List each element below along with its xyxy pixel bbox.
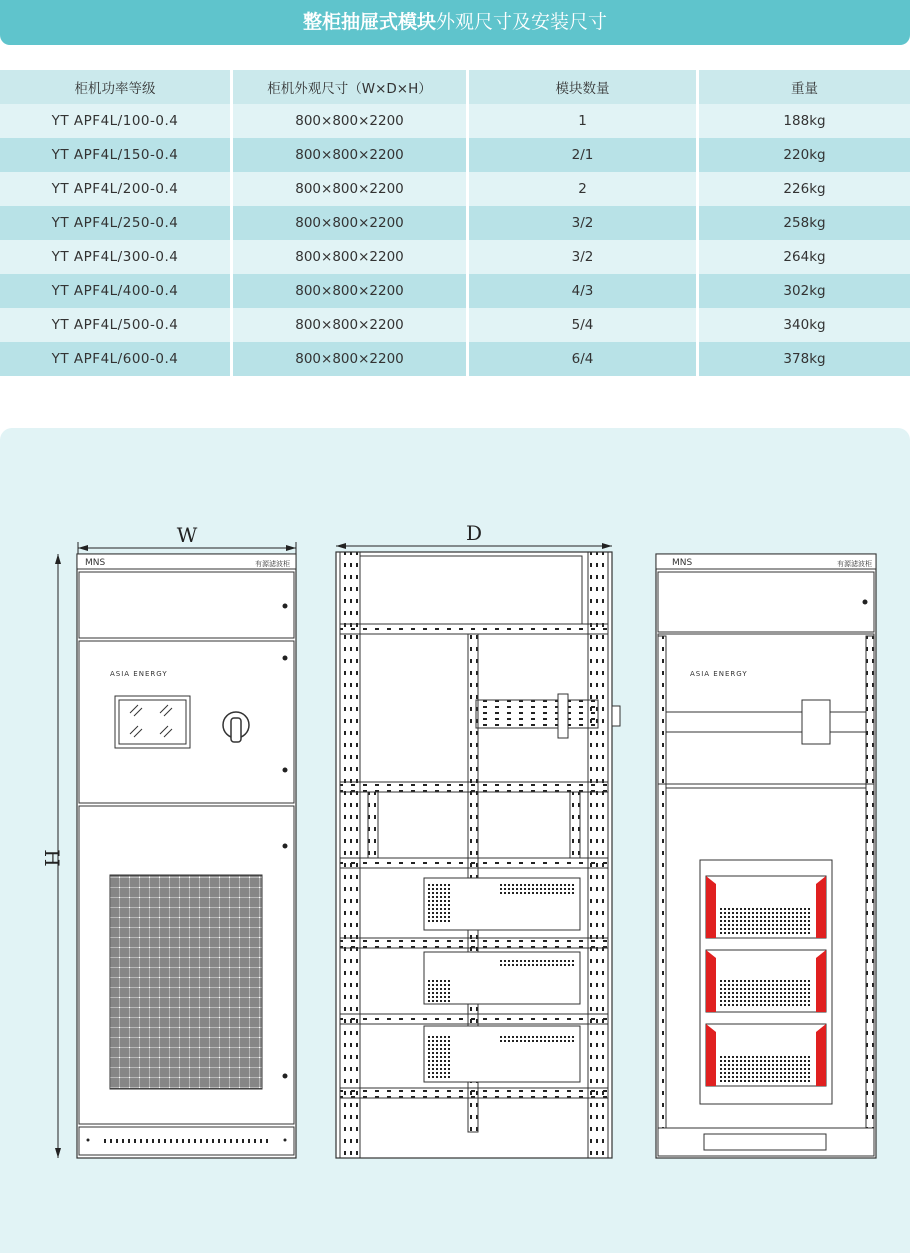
cell-weight: 188kg [698,104,910,138]
open-logo: ASIA ENERGY [690,670,748,678]
cell-model: YT APF4L/600-0.4 [0,342,232,376]
open-modules [700,860,832,1104]
spec-table [0,70,910,376]
open-cabinet-label: MNS [672,558,693,568]
table-row [0,138,910,172]
cell-model: YT APF4L/400-0.4 [0,274,232,308]
frame-modules [424,878,580,1082]
cell-module-count: 3/2 [468,240,698,274]
front-logo: ASIA ENERGY [110,670,168,678]
cell-weight: 340kg [698,308,910,342]
table-row [0,240,910,274]
table-row [0,206,910,240]
cell-model: YT APF4L/150-0.4 [0,138,232,172]
cell-weight: 258kg [698,206,910,240]
title-bold: 整柜抽屉式模块 [302,11,436,33]
open-view [656,554,876,1158]
header-dimension: 柜机外观尺寸（W×D×H） [232,70,468,104]
table-row [0,308,910,342]
title-normal: 外观尺寸及安装尺寸 [436,11,608,33]
cell-dimension: 800×800×2200 [232,206,468,240]
table-row [0,274,910,308]
table-row [0,342,910,376]
cell-module-count: 2 [468,172,698,206]
page-title [0,0,910,45]
dim-d-label: D [465,521,483,545]
front-cabinet-name: 有源滤波柜 [255,560,290,568]
cell-dimension: 800×800×2200 [232,342,468,376]
cell-dimension: 800×800×2200 [232,172,468,206]
cell-weight: 220kg [698,138,910,172]
cell-weight: 302kg [698,274,910,308]
table-row [0,172,910,206]
header-module-count: 模块数量 [468,70,698,104]
cell-weight: 378kg [698,342,910,376]
cell-dimension: 800×800×2200 [232,240,468,274]
table-header-row [0,70,910,104]
open-cabinet-name: 有源滤波柜 [837,560,872,568]
cell-module-count: 5/4 [468,308,698,342]
cell-dimension: 800×800×2200 [232,104,468,138]
cell-model: YT APF4L/500-0.4 [0,308,232,342]
header-weight: 重量 [698,70,910,104]
dim-w-label: W [176,523,198,547]
dim-h-label: H [40,849,64,867]
cell-module-count: 2/1 [468,138,698,172]
side-frame-view [336,521,620,1158]
cell-dimension: 800×800×2200 [232,138,468,172]
cabinet-drawings [0,428,910,1253]
cell-dimension: 800×800×2200 [232,308,468,342]
header-power: 柜机功率等级 [0,70,232,104]
cell-model: YT APF4L/300-0.4 [0,240,232,274]
front-cabinet-label: MNS [85,558,106,568]
cell-model: YT APF4L/200-0.4 [0,172,232,206]
front-view [40,523,296,1158]
cell-model: YT APF4L/250-0.4 [0,206,232,240]
cell-weight: 226kg [698,172,910,206]
cell-module-count: 4/3 [468,274,698,308]
cell-model: YT APF4L/100-0.4 [0,104,232,138]
cell-weight: 264kg [698,240,910,274]
cell-dimension: 800×800×2200 [232,274,468,308]
cell-module-count: 1 [468,104,698,138]
table-row [0,104,910,138]
cell-module-count: 3/2 [468,206,698,240]
cell-module-count: 6/4 [468,342,698,376]
